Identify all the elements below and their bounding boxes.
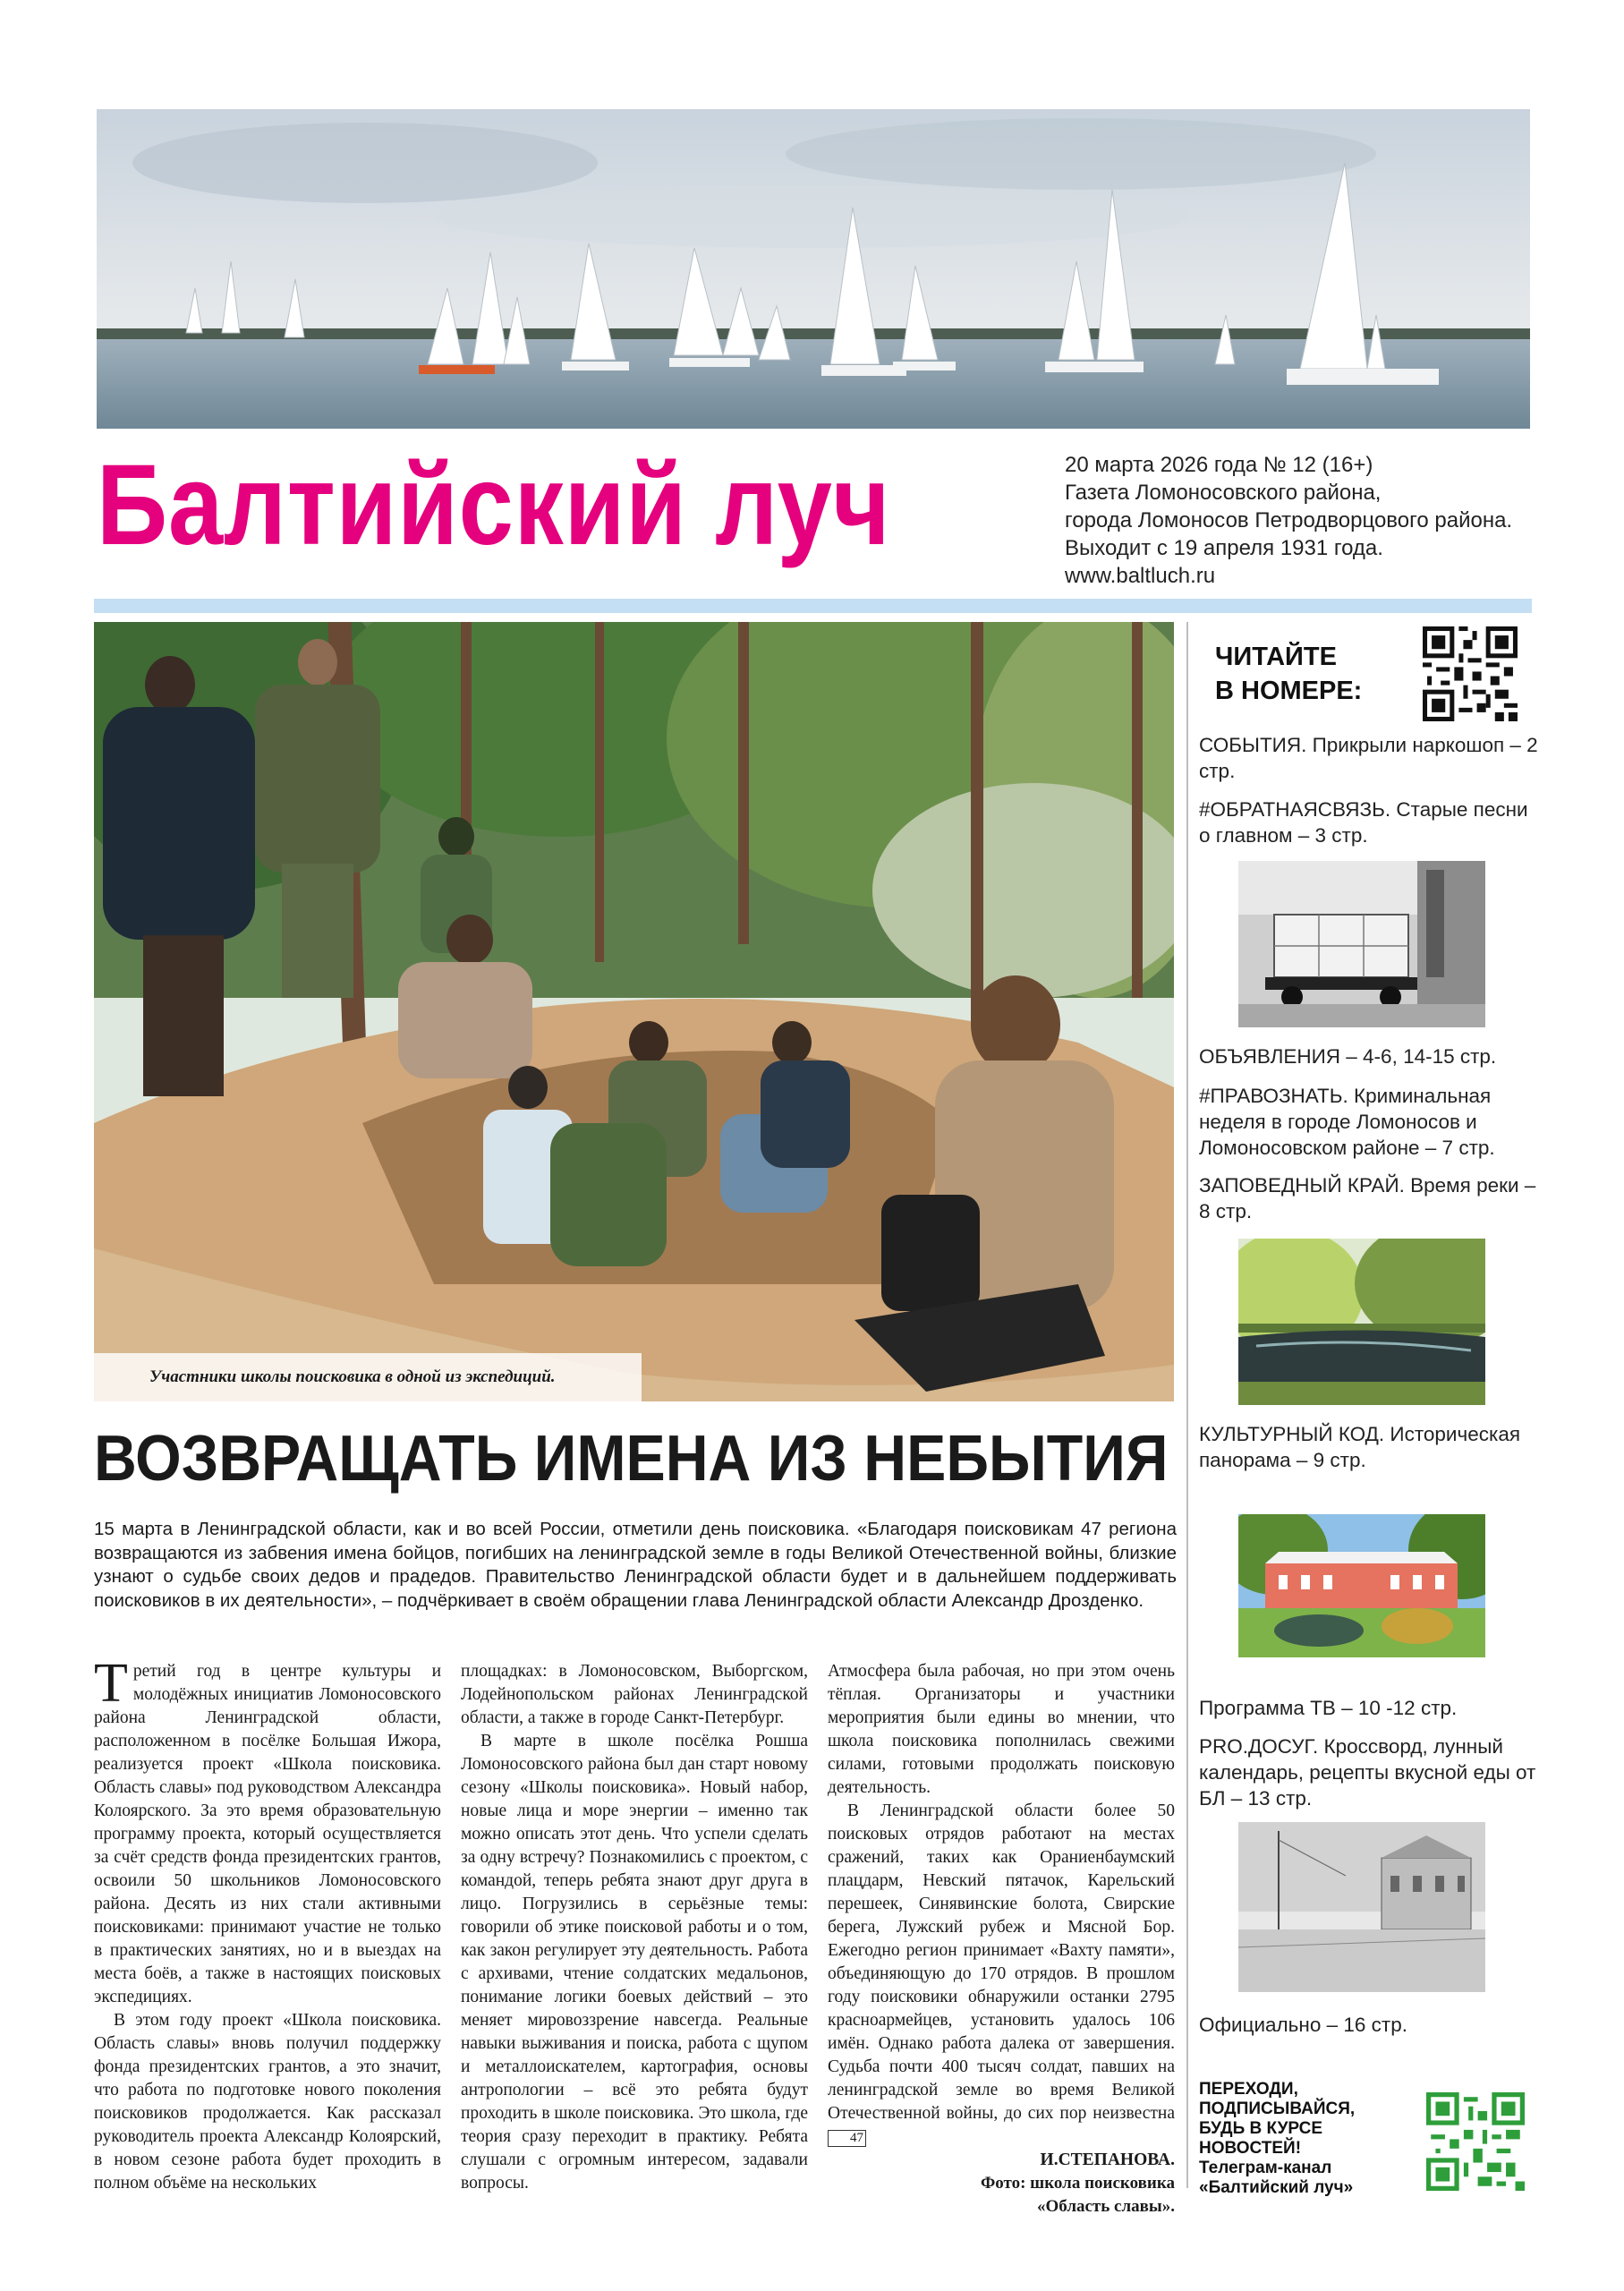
telegram-subscribe-block[interactable]: ПЕРЕХОДИ, ПОДПИСЫВАЙСЯ, БУДЬ В КУРСЕ НОВОСТЕЙ! Телеграм-канал «Балтийский луч» (1199, 2080, 1356, 2197)
masthead-divider (94, 599, 1532, 613)
photo-caption: Участники школы поисковика в одной из экспедиций. (94, 1353, 642, 1401)
sidebar-item-official[interactable]: Официально – 16 стр. (1199, 2014, 1407, 2036)
sidebar-item-ads[interactable]: ОБЪЯВЛЕНИЯ – 4-6, 14-15 стр. (1199, 1045, 1497, 1068)
photo-credit: «Область славы». (1037, 2197, 1175, 2216)
thumb-photo-manor (1238, 1514, 1485, 1657)
thumb-photo-truck (1238, 861, 1485, 1027)
issue-description-line: Газета Ломоносовского района, (1065, 481, 1382, 505)
article-lead: 15 марта в Ленинградской области, как и во всей России, отметили день поисковика. «Благодаря поисковикам 47 регионa возвращаются из забвения имена бойцов, погибших на ленинградской земле в годы Великой Отечественной войны, близкие узнают о судьбе своих дедов и прадедов. Правительство Ленинградской области будет и в дальнейшем поддерживать поисковиков в их деятельности», – подчёркивает в своём обращении глава Ленинградской области Александр Дрозденко. (94, 1519, 1177, 1611)
drop-cap: Т (94, 1653, 128, 1714)
article-paragraph: В марте в школе посёлка Рошша Ломоносовского района был дан старт новому сезону «Школы поисковика». Новый набор, новые лица и море энергии – именно так можно описать этот день. Что успели сделать за одну встречу? Познакомились с проектом, с командой, теперь ребята знают друг друга в лицо. Погрузились в серьёзные темы: говорили об этике поисковой работы и о том, как закон регулирует эту деятельность. Работа с архивами, чтение солдатских медальонов, понимание логики боевых действий – это меняет мировоззрение навсегда. Реальные навыки выживания и поиска, работа с щупом и металлоискателем, картография, основы антропологии – всё это ребята будут проходить в школе поисковика. Это школа, где теория сразу переходит в практику. Ребята слушали с огромным интересом, задавали вопросы. (461, 1732, 808, 2193)
sidebar-item-leisure[interactable]: PRO.ДОСУГ. Кроссворд, лунный календарь, рецепты вкусной еды от БЛ – 13 стр. (1199, 1735, 1536, 1810)
article-paragraph: В Ленинградской области более 50 поисковых отрядов работают на местах сражений, таких как Ораниенбаумский плацдарм, Невский пятачок, Карельский перешеек, Синявинские болота, Свирские берега, Лужский рубеж и Мясной Бор. Ежегодно регион принимает «Вахту памяти», объединяющую до 170 отрядов. В прошлом году поисковики обнаружили останки 2795 красноармейцев, установить удалось 106 имён. Однако работа далека от завершения. Судьба почти 400 тысяч солдат, павших на ленинградской земле во время Великой Отечественной войны, до сих пор неизвестна 47 (828, 1801, 1175, 2145)
thumb-photo-river (1238, 1239, 1485, 1405)
sidebar-title: ЧИТАЙТЕ В НОМЕРЕ: (1215, 643, 1363, 705)
thumb-engraving-palace (1238, 1822, 1485, 1992)
sidebar-divider (1186, 622, 1188, 2188)
newspaper-title: Балтийский луч (97, 441, 891, 569)
article-author: И.СТЕПАНОВА. (1040, 2150, 1175, 2169)
sidebar-item-nature[interactable]: ЗАПОВЕДНЫЙ КРАЙ. Время реки – 8 стр. (1199, 1174, 1536, 1222)
sidebar-item-feedback[interactable]: #ОБРАТНАЯСВЯЗЬ. Старые песни о главном – 3 стр. (1199, 798, 1528, 847)
article-paragraph: площадках: в Ломоносовском, Выборгском, Лодейнопольском районах Ленинградской области, а также в городе Санкт-Петербург. (461, 1662, 808, 1727)
article-paragraph: В этом году проект «Школа поисковика. Область славы» вновь получил поддержку фонда президентских грантов, а это значит, что работа по подготовке нового поколения поисковиков продолжается. Как рассказал руководитель проекта Александр Колоярский, в новом сезоне работа будет проходить в полном объёме на нескольких (94, 2011, 441, 2193)
qr-code-icon[interactable] (1423, 626, 1518, 721)
sidebar-item-culture[interactable]: КУЛЬТУРНЫЙ КОД. Историческая панорама – 9 стр. (1199, 1423, 1521, 1471)
sidebar-item-tv[interactable]: Программа ТВ – 10 -12 стр. (1199, 1697, 1458, 1719)
telegram-qr-code-icon[interactable] (1426, 2092, 1525, 2191)
reference-box: 47 (828, 2130, 866, 2147)
header-regatta-photo (97, 109, 1530, 429)
photo-credit: Фото: школа поисковика (980, 2174, 1175, 2193)
article-column-3 (828, 1660, 1175, 2219)
article-paragraph: Атмосфера была рабочая, но при этом очень тёплая. Организаторы и участники мероприятия были едины во мнении, что школа поисковика пополнилась свежими силами, готовыми продолжать поисковую деятельность. (828, 1662, 1175, 1797)
article-column-1 (94, 1653, 441, 2195)
issue-info (1065, 451, 1530, 590)
article-column-2 (461, 1660, 808, 2195)
issue-date-number: 20 марта 2026 года № 12 (16+) (1065, 453, 1373, 477)
article-headline: ВОЗВРАЩАТЬ ИМЕНА ИЗ НЕБЫТИЯ (94, 1423, 1169, 1495)
sidebar-item-events[interactable]: СОБЫТИЯ. Прикрыли наркошоп – 2 стр. (1199, 734, 1538, 782)
issue-description-line: Выходит с 19 апреля 1931 года. www.baltluch.ru (1065, 536, 1383, 588)
issue-description-line: города Ломоносов Петродворцового района. (1065, 508, 1513, 532)
sidebar-item-crime[interactable]: #ПРАВОЗНАТЬ. Криминальная неделя в городе Ломоносов и Ломоносовском районе – 7 стр. (1199, 1085, 1495, 1159)
lead-photo-search-expedition (94, 622, 1174, 1401)
article-paragraph: Третий год в центре культуры и молодёжных инициатив Ломоносовского района Ленинградской области, расположенном в посёлке Большая Ижора, реализуется проект «Школа поисковика. Область славы» под руководством Александра Колоярского. За это время образовательную программу проекта, который осуществляется за счёт средств фонда президентских грантов, освоили 50 школьников Ломоносовского района. Десять из них стали активными поисковиками: принимают участие не только в практических занятиях, но и в выездах на места боёв, а также в настоящих поисковых экспедициях. (94, 1653, 441, 2006)
